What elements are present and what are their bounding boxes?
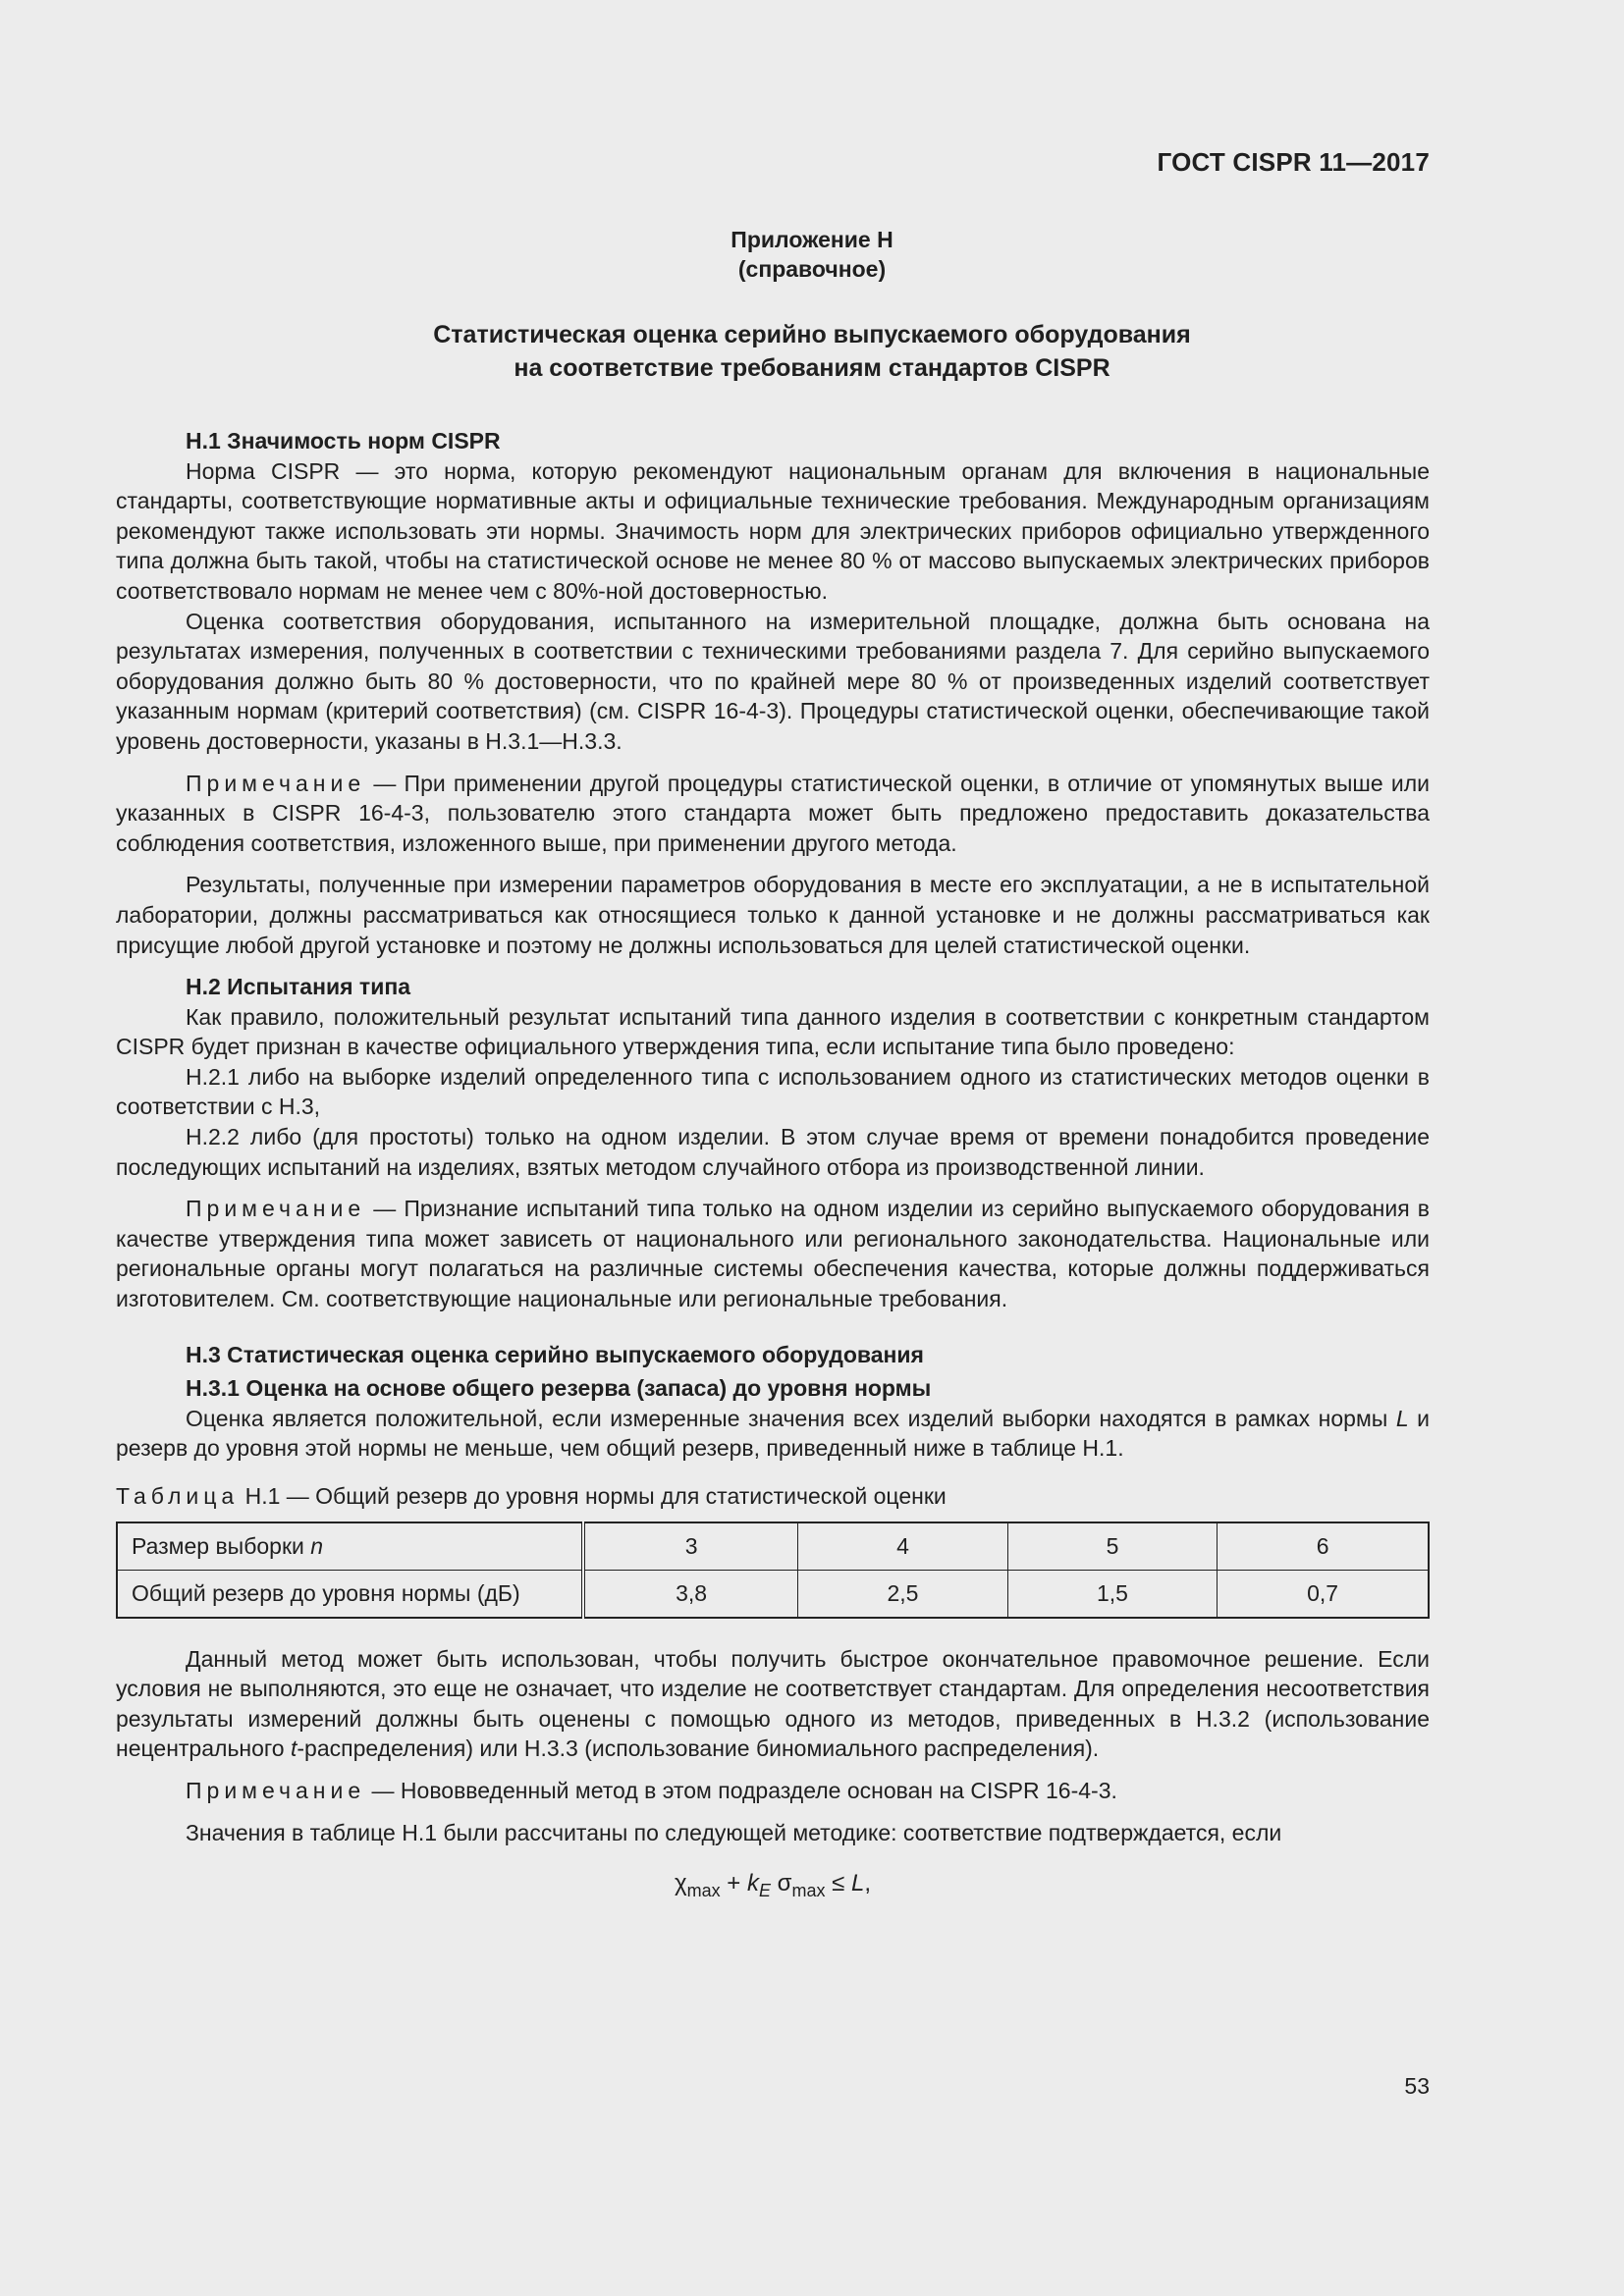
note-label: Примечание [186,1196,366,1222]
appendix-status: (справочное) [737,256,887,282]
appendix-heading [0,225,1624,284]
text-run: и резерв до уровня этой нормы не меньше, чем общий резерв, приведенный ниже в таблице Н.1. [116,1405,1430,1462]
note-text: — Нововведенный метод в этом подразделе основан на CISPR 16-4-3. [365,1777,1117,1803]
table-caption [116,1481,1430,1512]
formula-operator: ≤ [825,1870,851,1897]
appendix-title [0,318,1624,385]
formula-comma: , [864,1870,872,1897]
paragraph: Н.2.1 либо на выборке изделий определенного типа с использованием одного из статистических методов оценки в соответствии с Н.3, [116,1063,1430,1120]
text-run: Данный метод может быть использован, чтобы получить быстрое окончательное правомочное решение. Если условия не выполняются, это еще не означает, что изделие не соответствует стандартам. Для определения несоответствия результаты измерений должны быть оценены с помощью одного из методов, приведенных в Н.3.2 (использование нецентрального [116,1645,1430,1762]
formula-subscript: E [758,1880,771,1900]
title-line-1: Статистическая оценка серийно выпускаемого оборудования [433,321,1191,348]
table-cell: 2,5 [798,1570,1007,1618]
title-line-2: на соответствие требованиям стандартов CISPR [514,354,1110,382]
section-heading-h2: Н.2 Испытания типа [186,974,411,1000]
note-text: — При применении другой процедуры статистической оценки, в отличие от упомянутых выше или указанных в CISPR 16-4-3, пользователю этого стандарта может быть предложено предоставить доказательства соблюдения соответствия, изложенного выше, при применении другого метода. [116,770,1430,856]
formula-operator: + [720,1870,747,1897]
note [116,1194,1430,1313]
variable-t: t [290,1735,298,1762]
table-caption-text: Н.1 — Общий резерв до уровня нормы для статистической оценки [239,1483,947,1509]
paragraph: Оценка соответствия оборудования, испытанного на измерительной площадке, должна быть основана на результатах измерения, полученных в соответствии с техническими требованиями раздела 7. Для серийно выпускаемого оборудования должно быть 80 % достоверности, что по крайней мере 80 % от произведенных изделий соответствует указанным нормам (критерий соответствия) (см. CISPR 16-4-3). Процедуры статистической оценки, обеспечивающие такой уровень достоверности, указаны в Н.3.1—Н.3.3. [116,608,1430,754]
note-label: Примечание [186,770,366,796]
formula-subscript: max [686,1880,721,1900]
text-run: -распределения) или Н.3.3 (использование биномиального распределения). [297,1735,1100,1762]
formula-L: L [850,1870,865,1897]
note [116,1776,1430,1806]
variable-L: L [1395,1405,1409,1431]
text-run: Размер выборки [132,1532,311,1559]
document-body [116,426,1430,1906]
table-cell: 6 [1218,1522,1429,1571]
table-h1 [116,1522,1430,1619]
table-cell: 4 [798,1522,1007,1571]
section-heading-h3: Н.3 Статистическая оценка серийно выпускаемого оборудования [186,1341,924,1367]
variable-n: n [310,1532,324,1559]
subsection-heading-h3-1: Н.3.1 Оценка на основе общего резерва (запаса) до уровня нормы [186,1375,932,1402]
formula [116,1869,1430,1905]
text-run: Оценка является положительной, если измеренные значения всех изделий выборки находятся в рамках нормы [186,1405,1396,1431]
formula-k: k [746,1870,759,1897]
table-row [117,1522,1429,1571]
table-cell: 5 [1007,1522,1217,1571]
paragraph: Как правило, положительный результат испытаний типа данного изделия в соответствии с конкретным стандартом CISPR будет признан в качестве официального утверждения типа, если испытание типа было проведено: [116,1003,1430,1060]
appendix-label: Приложение Н [731,227,893,252]
table-cell: 1,5 [1007,1570,1217,1618]
note-label: Примечание [186,1777,366,1803]
note [116,769,1430,859]
paragraph: Н.2.2 либо (для простоты) только на одном изделии. В этом случае время от времени понадобится проведение последующих испытаний на изделиях, взятых методом случайного отбора из производственной линии. [116,1124,1430,1180]
row-label-margin: Общий резерв до уровня нормы (дБ) [117,1570,583,1618]
paragraph [116,1644,1430,1764]
table-cell: 3 [583,1522,798,1571]
paragraph [116,1404,1430,1464]
paragraph: Результаты, полученные при измерении параметров оборудования в месте его эксплуатации, а не в испытательной лаборатории, должны рассматриваться как относящиеся только к данной установке и не должны рассматриваться как присущие любой другой установке и поэтому не должны использоваться для целей статистической оценки. [116,872,1430,958]
table-caption-label: Таблица [116,1483,240,1509]
document-code: ГОСТ CISPR 11—2017 [1157,147,1430,177]
page-number: 53 [1404,2073,1430,2099]
row-label-sample-size [117,1522,583,1571]
formula-subscript: max [791,1880,826,1900]
table-cell: 0,7 [1218,1570,1429,1618]
table-row [117,1570,1429,1618]
paragraph: Норма CISPR — это норма, которую рекомендуют национальным органам для включения в национальные стандарты, соответствующие нормативные акты и официальные технические требования. Международным организациям рекомендуют также использовать эти нормы. Значимость норм для электрических приборов официально утвержденного типа должна быть такой, чтобы на статистической основе не менее 80 % от массово выпускаемых электрических приборов соответствовало нормам не менее чем с 80%-ной достоверностью. [116,457,1430,604]
table-cell: 3,8 [583,1570,798,1618]
paragraph: Значения в таблице Н.1 были рассчитаны по следующей методике: соответствие подтверждается, если [186,1819,1282,1845]
note-text: — Признание испытаний типа только на одном изделии из серийно выпускаемого оборудования в качестве утверждения типа может зависеть от национального или регионального законодательства. Национальные или региональные органы могут полагаться на различные системы обеспечения качества, которые должны поддерживаться изготовителем. См. соответствующие национальные или региональные требования. [116,1196,1430,1312]
formula-sigma: σ [770,1870,792,1897]
section-heading-h1: Н.1 Значимость норм CISPR [186,428,501,454]
formula-chi: χ [674,1870,687,1897]
